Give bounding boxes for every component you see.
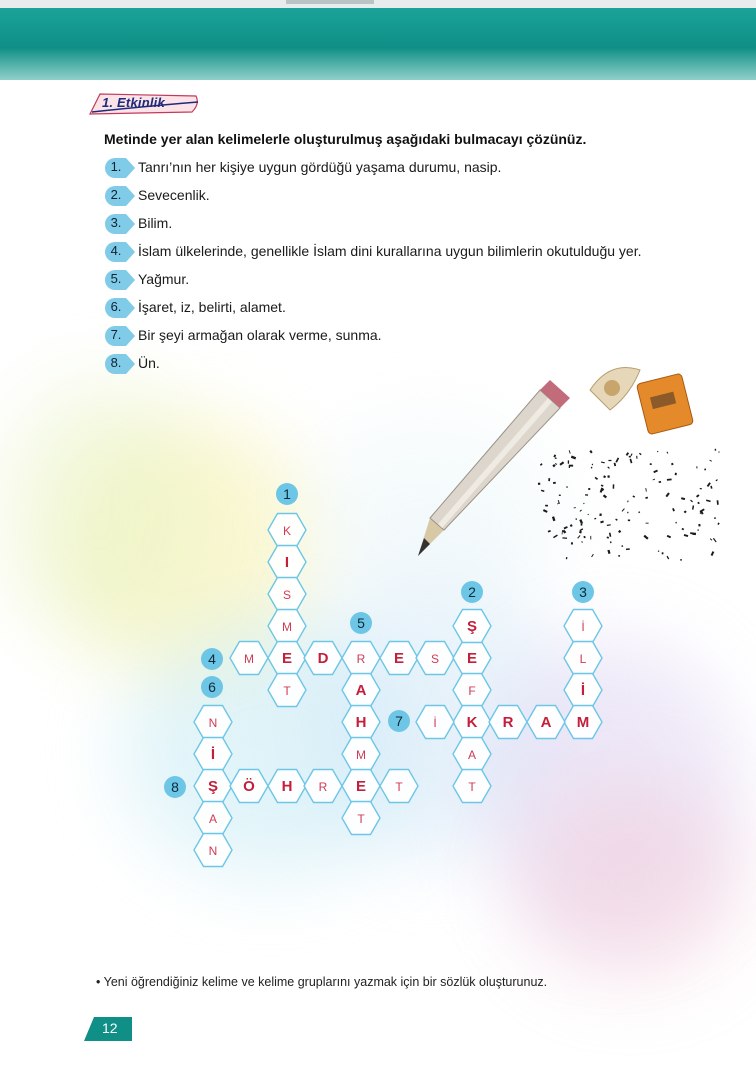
cell-letter: D [317, 650, 329, 667]
cell-letter: E [281, 650, 293, 667]
cell-letter: A [467, 748, 477, 762]
crossword-cell [489, 706, 527, 739]
crossword-cell [564, 642, 602, 675]
crossword-cell [230, 642, 268, 675]
cell-letter: S [430, 652, 440, 666]
marker-number: 2 [468, 584, 476, 600]
cell-letter: I [284, 554, 290, 571]
cell-letter: Ö [243, 778, 255, 795]
cell-letter: S [282, 588, 292, 602]
cell-letter: E [466, 650, 478, 667]
cell-letter: A [355, 682, 367, 699]
crossword-number-marker [276, 483, 298, 505]
instruction-text: Metinde yer alan kelimelerle oluşturulmuş aşağıdaki bulmacayı çözünüz. [104, 131, 587, 147]
crossword-cell [416, 706, 454, 739]
crossword-cell [453, 770, 491, 803]
crossword-cell [380, 642, 418, 675]
crossword-number-marker [201, 648, 223, 670]
cell-letter: R [318, 780, 328, 794]
cell-letter: İ [433, 716, 437, 730]
crossword-cell [304, 642, 342, 675]
marker-number: 6 [208, 679, 216, 695]
cell-letter: A [208, 812, 218, 826]
cell-letter: M [576, 714, 590, 731]
marker-number: 8 [171, 779, 179, 795]
crossword-cell [194, 738, 232, 771]
crossword-cell [342, 706, 380, 739]
cell-letter: Ş [466, 618, 478, 635]
crossword-cell [564, 674, 602, 707]
crossword-cell [453, 642, 491, 675]
marker-number: 5 [357, 615, 365, 631]
clue-number: 7. [110, 327, 122, 342]
cell-letter: M [356, 748, 366, 762]
crossword-cell [230, 770, 268, 803]
crossword-cell [342, 802, 380, 835]
cell-letter: K [466, 714, 478, 731]
clue-number: 2. [110, 187, 122, 202]
crossword-cell [527, 706, 565, 739]
cell-letter: T [357, 812, 365, 826]
crossword-cell [453, 738, 491, 771]
cell-letter: N [208, 716, 218, 730]
cell-letter: M [282, 620, 292, 634]
crossword-number-marker [201, 676, 223, 698]
crossword-cell [268, 642, 306, 675]
marker-number: 3 [579, 584, 587, 600]
crossword-number-marker [572, 581, 594, 603]
clue-text: Yağmur. [138, 271, 190, 287]
cell-letter: H [355, 714, 367, 731]
crossword-cell [453, 674, 491, 707]
cell-letter: R [356, 652, 366, 666]
crossword-number-marker [388, 710, 410, 732]
clue-text: Bilim. [138, 215, 173, 231]
crossword-cell [342, 770, 380, 803]
crossword-cell [268, 578, 306, 611]
cell-letter: K [282, 524, 292, 538]
clue-number: 8. [110, 355, 122, 370]
marker-number: 1 [283, 486, 291, 502]
crossword-cell [342, 642, 380, 675]
crossword-cell [194, 802, 232, 835]
clue-number: 3. [110, 215, 122, 230]
crossword-cell [268, 514, 306, 547]
clue-text: Ün. [138, 355, 160, 371]
clue-text: Bir şeyi armağan olarak verme, sunma. [138, 327, 382, 343]
cell-letter: E [393, 650, 405, 667]
clue-text: İslam ülkelerinde, genellikle İslam dini kurallarına uygun bilimlerin okutulduğu yer. [138, 243, 642, 259]
cell-letter: E [355, 778, 367, 795]
clue-text: Tanrı’nın her kişiye uygun gördüğü yaşama durumu, nasip. [138, 159, 502, 175]
marker-number: 4 [208, 651, 216, 667]
cell-letter: Ş [207, 778, 219, 795]
crossword-cell [194, 770, 232, 803]
clue-number: 5. [110, 271, 122, 286]
cell-letter: T [468, 780, 476, 794]
cell-letter: A [540, 714, 552, 731]
cell-letter: F [468, 684, 476, 698]
crossword-cell [268, 770, 306, 803]
cell-letter: T [395, 780, 403, 794]
crossword-cell [268, 610, 306, 643]
crossword-number-marker [350, 612, 372, 634]
crossword-cell [194, 834, 232, 867]
cell-letter: N [208, 844, 218, 858]
crossword-cell [342, 674, 380, 707]
crossword-cell [564, 610, 602, 643]
cell-letter: R [502, 714, 514, 731]
clue-text: İşaret, iz, belirti, alamet. [138, 299, 286, 315]
marker-number: 7 [395, 713, 403, 729]
footer-note: • Yeni öğrendiğiniz kelime ve kelime gruplarını yazmak için bir sözlük oluşturunuz. [96, 975, 548, 989]
crossword-cell [453, 706, 491, 739]
cell-letter: L [579, 652, 587, 666]
clue-number: 4. [110, 243, 122, 258]
crossword-number-marker [461, 581, 483, 603]
crossword-cell [304, 770, 342, 803]
crossword-cell [453, 610, 491, 643]
page-number-badge [84, 1017, 132, 1041]
crossword-cell [268, 546, 306, 579]
page-number: 12 [102, 1020, 118, 1036]
activity-title: 1. Etkinlik [102, 95, 165, 110]
crossword-number-marker [164, 776, 186, 798]
crossword-cell [194, 706, 232, 739]
clue-number: 1. [110, 159, 122, 174]
cell-letter: T [283, 684, 291, 698]
crossword-cell [380, 770, 418, 803]
crossword-cell [268, 674, 306, 707]
cell-letter: İ [581, 620, 585, 634]
clue-number: 6. [110, 299, 122, 314]
cell-letter: İ [210, 746, 216, 763]
crossword-cell [342, 738, 380, 771]
cell-letter: M [244, 652, 254, 666]
cell-letter: H [281, 778, 293, 795]
crossword-cell [416, 642, 454, 675]
crossword-cell [564, 706, 602, 739]
cell-letter: İ [580, 682, 586, 699]
clue-text: Sevecenlik. [138, 187, 210, 203]
